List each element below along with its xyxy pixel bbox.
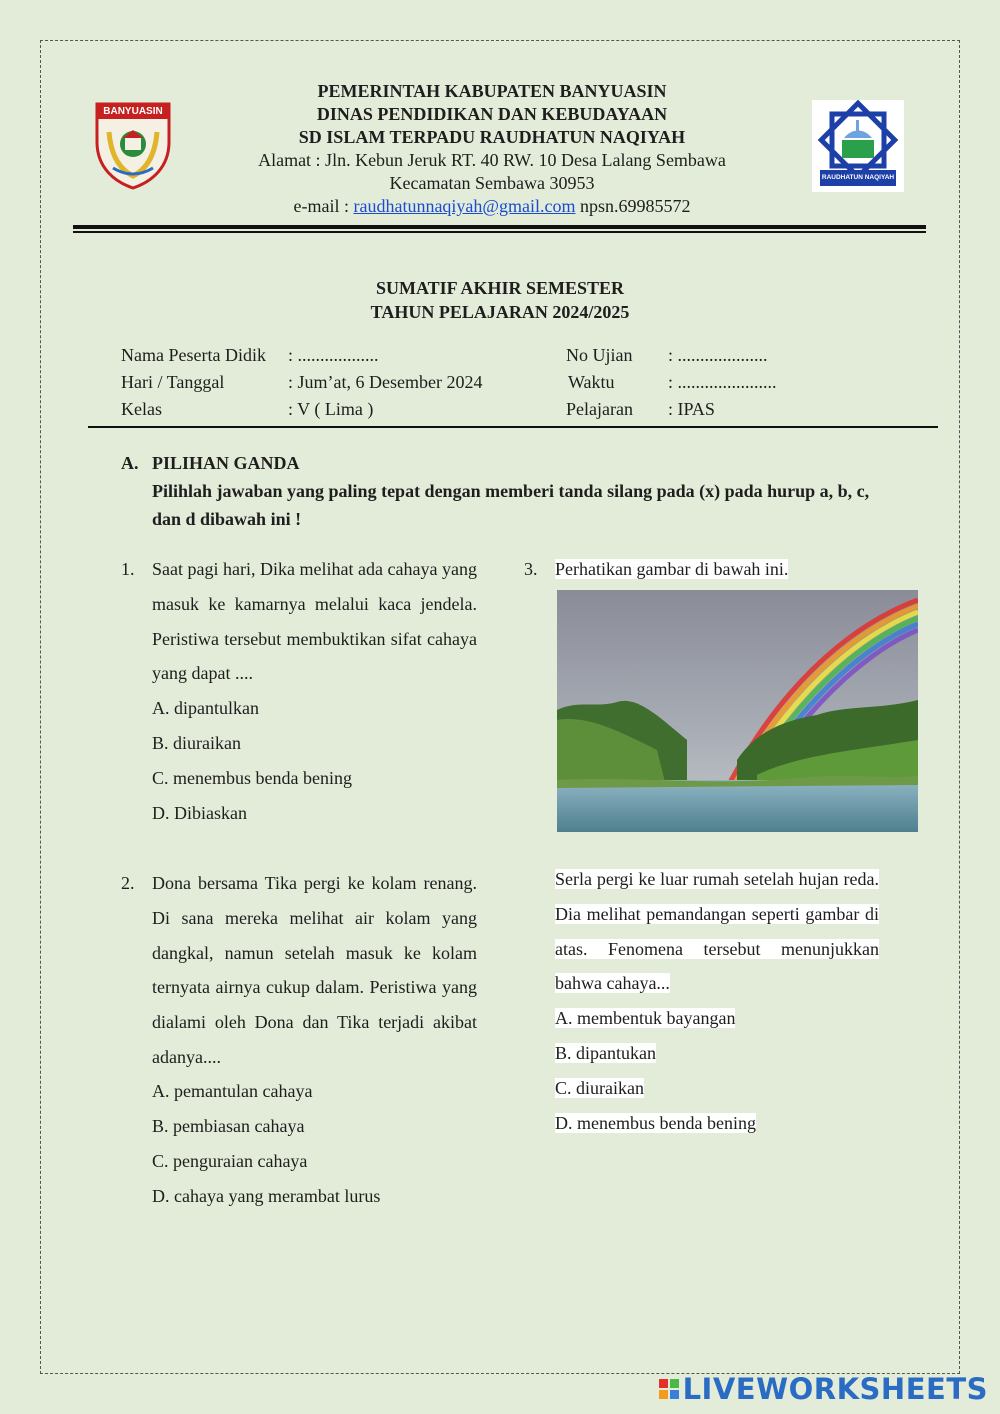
question-1-option-d[interactable]: D. Dibiaskan	[152, 803, 247, 823]
letterhead-rule-thin	[73, 231, 926, 233]
contact-line	[180, 195, 804, 218]
pelajaran-value: : IPAS	[668, 399, 715, 419]
liveworksheets-icon	[659, 1379, 679, 1399]
question-2-option-a[interactable]: A. pemantulan cahaya	[152, 1081, 313, 1101]
question-3-option-d[interactable]	[555, 1106, 885, 1141]
identity-block	[121, 342, 921, 424]
question-3-text: Serla pergi ke luar rumah setelah hujan reda. Dia melihat pemandangan seperti gambar di atas. Fenomena tersebut menunjukkan bahwa cahaya...	[555, 869, 879, 994]
exam-title	[200, 276, 800, 324]
npsn: npsn.69985572	[575, 196, 691, 216]
question-2-option-b[interactable]: B. pembiasan cahaya	[152, 1116, 305, 1136]
question-3-option-b[interactable]	[555, 1036, 885, 1071]
pelajaran-label: Pelajaran	[566, 399, 633, 419]
nama-label: Nama Peserta Didik	[121, 345, 266, 365]
address-line-2: Kecamatan Sembawa 30953	[389, 173, 595, 193]
question-3-number: 3.	[524, 559, 538, 579]
section-title: PILIHAN GANDA	[152, 453, 300, 473]
raudhatun-naqiyah-logo-text: RAUDHATUN NAQIYAH	[821, 174, 895, 181]
waktu-label: Waktu	[568, 372, 615, 392]
exam-title-line-2: TAHUN PELAJARAN 2024/2025	[370, 302, 630, 322]
question-2-option-d[interactable]: D. cahaya yang merambat lurus	[152, 1186, 381, 1206]
noujian-label: No Ujian	[566, 345, 633, 365]
question-3-option-c[interactable]	[555, 1071, 885, 1106]
address-line-1: Alamat : Jln. Kebun Jeruk RT. 40 RW. 10 Desa Lalang Sembawa	[258, 150, 726, 170]
identity-rule	[88, 426, 938, 428]
question-1-number: 1.	[121, 559, 135, 579]
rainbow-landscape-image	[557, 590, 918, 832]
question-1-option-c[interactable]: C. menembus benda bening	[152, 768, 352, 788]
kelas-value: : V ( Lima )	[288, 399, 374, 419]
kelas-label: Kelas	[121, 399, 162, 419]
section-letter: A.	[121, 453, 139, 473]
question-3-text-block	[555, 862, 879, 1001]
section-instruction: Pilihlah jawaban yang paling tepat dengan memberi tanda silang pada (x) pada hurup a, b, c, dan d dibawah ini !	[152, 481, 870, 529]
question-1-options	[152, 691, 482, 831]
hari-label: Hari / Tanggal	[121, 372, 225, 392]
question-3-prompt-text: Perhatikan gambar di bawah ini.	[555, 559, 789, 579]
raudhatun-naqiyah-logo	[812, 100, 904, 192]
question-2-text: Dona bersama Tika pergi ke kolam renang. Di sana mereka melihat air kolam yang dangkal, namun setelah masuk ke kolam ternyata airnya cukup dalam. Peristiwa yang dialami oleh Dona dan Tika terjadi akibat adanya....	[152, 873, 477, 1067]
banyuasin-logo-text: BANYUASIN	[103, 106, 163, 117]
banyuasin-logo	[93, 102, 173, 190]
question-2-option-c[interactable]: C. penguraian cahaya	[152, 1151, 308, 1171]
question-3-prompt	[555, 552, 788, 587]
question-3-option-a-text: A. membentuk bayangan	[555, 1008, 736, 1028]
question-3-option-c-text: C. diuraikan	[555, 1078, 644, 1098]
government-name: PEMERINTAH KABUPATEN BANYUASIN	[317, 81, 667, 101]
nama-value[interactable]: : ..................	[288, 345, 379, 365]
question-2-number: 2.	[121, 873, 135, 893]
question-3-option-b-text: B. dipantukan	[555, 1043, 656, 1063]
question-1-text: Saat pagi hari, Dika melihat ada cahaya yang masuk ke kamarnya melalui kaca jendela. Peristiwa tersebut membuktikan sifat cahaya yang dapat ....	[152, 559, 477, 684]
question-3-options	[555, 1001, 885, 1141]
email-prefix: e-mail :	[293, 196, 354, 216]
letterhead	[180, 80, 804, 218]
liveworksheets-brand[interactable]	[659, 1372, 988, 1406]
noujian-value[interactable]: : ....................	[668, 345, 768, 365]
question-1-option-a[interactable]: A. dipantulkan	[152, 698, 259, 718]
school-name: SD ISLAM TERPADU RAUDHATUN NAQIYAH	[298, 127, 686, 147]
question-1-option-b[interactable]: B. diuraikan	[152, 733, 241, 753]
hari-value: : Jum’at, 6 Desember 2024	[288, 372, 483, 392]
question-3-option-d-text: D. menembus benda bening	[555, 1113, 756, 1133]
waktu-value[interactable]: : ......................	[668, 372, 777, 392]
exam-title-line-1: SUMATIF AKHIR SEMESTER	[375, 278, 625, 298]
liveworksheets-brand-text: LIVEWORKSHEETS	[682, 1372, 988, 1406]
email-link[interactable]: raudhatunnaqiyah@gmail.com	[353, 196, 576, 216]
question-2-options	[152, 1074, 482, 1214]
department-name: DINAS PENDIDIKAN DAN KEBUDAYAAN	[316, 104, 668, 124]
question-3-option-a[interactable]	[555, 1001, 885, 1036]
letterhead-rule-thick	[73, 225, 926, 229]
